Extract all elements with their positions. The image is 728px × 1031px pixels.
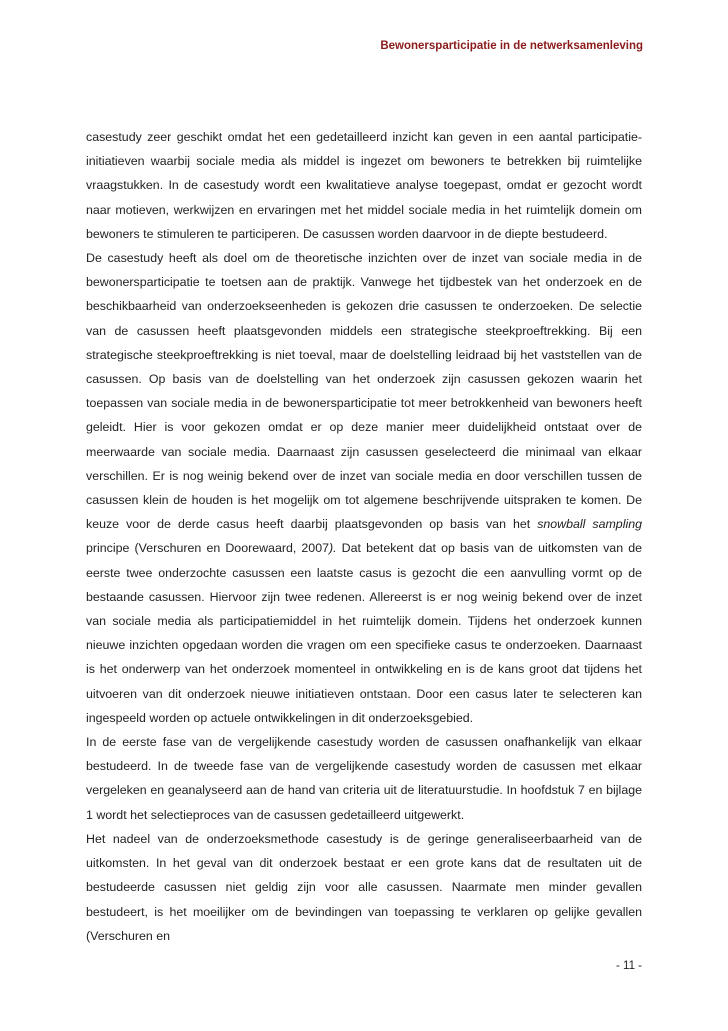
page-number: - 11 -	[616, 960, 642, 972]
text-run: De casestudy heeft als doel om de theoretische inzichten over de inzet van sociale media in de bewonersparticipatie te toetsen aan de praktijk. Vanwege het tijdbestek van het onderzoek en de beschikbaarheid van onderzoekseenheden is gekozen drie casussen te onderzoeken. De selectie van de casussen heeft plaatsgevonden middels een strategische steekproeftrekking. Bij een strategische steekproeftrekking is niet toeval, maar de doelstelling leidraad bij het vaststellen van de casussen. Op basis van de doelstelling van het onderzoek zijn casussen gekozen waarin het toepassen van sociale media in de bewonersparticipatie tot meer betrokkenheid van bewoners heeft geleidt. Hier is voor gekozen omdat er op deze manier meer duidelijkheid ontstaat over de meerwaarde van sociale media. Daarnaast zijn casussen geselecteerd die minimaal van elkaar verschillen. Er is nog weinig bekend over de inzet van sociale media en door verschillen tussen de casussen klein de houden is het mogelijk om tot algemene beschrijvende uitspraken te komen. De keuze voor de derde casus heeft daarbij plaatsgevonden op basis van het	[86, 251, 642, 532]
italic-term: snowball sampling	[537, 517, 642, 532]
text-run: Dat betekent dat op basis van de uitkomsten van de eerste twee onderzochte casussen een laatste casus is gezocht die een aanvulling vormt op de bestaande casussen. Hiervoor zijn twee redenen. Allereerst is er nog weinig bekend over de inzet van sociale media als participatiemiddel in het ruimtelijk domein. Tijdens het onderzoek kunnen nieuwe inzichten opgedaan worden die vragen om een specifieke casus te onderzoeken. Daarnaast is het onderwerp van het onderzoek momenteel in ontwikkeling en is de kans groot dat tijdens het uitvoeren van dit onderzoek nieuwe initiatieven ontstaan. Door een casus later te selecteren kan ingespeeld worden op actuele ontwikkelingen in dit onderzoeksgebied.	[86, 541, 642, 725]
paragraph	[86, 246, 642, 730]
running-header: Bewonersparticipatie in de netwerksamenleving	[380, 40, 643, 52]
paragraph	[86, 125, 642, 246]
text-run: principe (Verschuren en Doorewaard, 2007	[86, 541, 329, 556]
paragraph	[86, 730, 642, 827]
text-run: Het nadeel van de onderzoeksmethode casestudy is de geringe generaliseerbaarheid van de uitkomsten. In het geval van dit onderzoek bestaat er een grote kans dat de resultaten uit de bestudeerde casussen niet geldig zijn voor alle casussen. Naarmate men minder gevallen bestudeert, is het moeilijker om de bevindingen van toepassing te verklaren op gelijke gevallen (Verschuren en	[86, 831, 642, 943]
body-text	[86, 125, 642, 948]
italic-punctuation: ).	[328, 541, 337, 556]
text-run: In de eerste fase van de vergelijkende casestudy worden de casussen onafhankelijk van elkaar bestudeerd. In de tweede fase van de vergelijkende casestudy worden de casussen met elkaar vergeleken en geanalyseerd aan de hand van criteria uit de literatuurstudie. In hoofdstuk 7 en bijlage 1 wordt het selectieproces van de casussen gedetailleerd uitgewerkt.	[86, 735, 642, 822]
paragraph	[86, 827, 642, 948]
text-run: casestudy zeer geschikt omdat het een gedetailleerd inzicht kan geven in een aantal participatie-initiatieven waarbij sociale media als middel is ingezet om bewoners te betrekken bij ruimtelijke vraagstukken. In de casestudy wordt een kwalitatieve analyse toegepast, omdat er gezocht wordt naar motieven, werkwijzen en ervaringen met het middel sociale media in het ruimtelijk domein om bewoners te stimuleren te participeren. De casussen worden daarvoor in de diepte bestudeerd.	[86, 130, 642, 241]
